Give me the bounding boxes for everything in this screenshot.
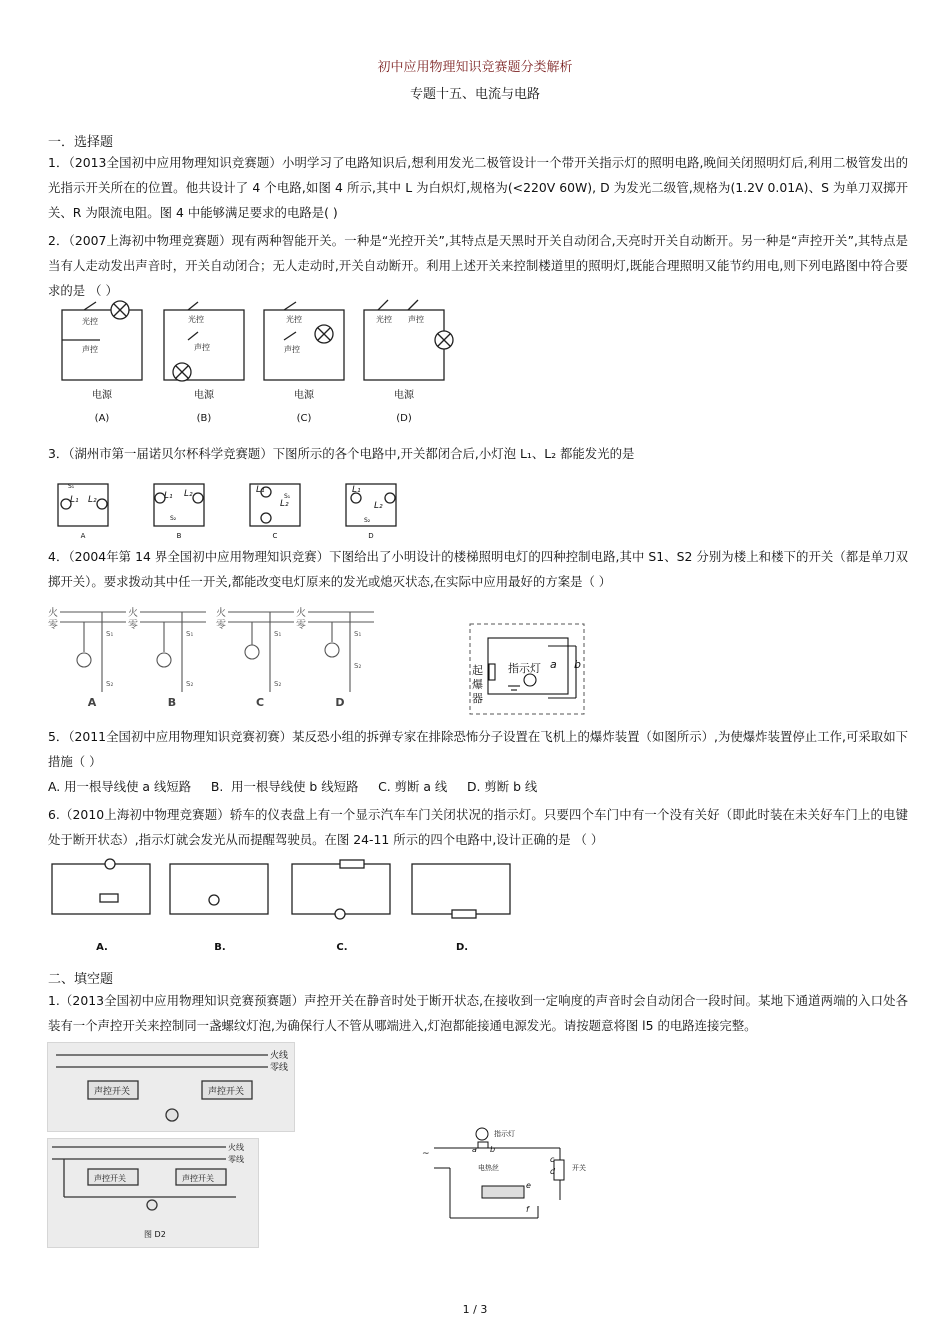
q4-d-fire: 火 [296,608,306,619]
figure-indicator-heater [420,1122,610,1224]
q3-b-s2: S₂ [170,515,177,522]
q3-label-a: A [80,532,86,540]
q3-d-l2: L₂ [374,501,383,511]
q3-a-l2: L₂ [88,495,97,505]
q3-d-s2: S₂ [364,517,371,524]
page-subtitle: 专题十五、电流与电路 [409,87,540,102]
q3-b-l1: L₁ [164,491,173,501]
q2-a-sound: 声控 [82,345,98,354]
q4-c-s1: S₁ [274,630,282,638]
q4-d-s2: S₂ [354,662,362,670]
page-title: 初中应用物理知识竞赛题分类解析 [377,60,573,75]
fill-scan1-fire: 火线 [270,1051,289,1061]
q3-c-s1: S₁ [284,493,291,500]
page-number: 1 / 3 [462,1303,488,1316]
q2-c-light: 光控 [286,315,302,324]
q3-label-d: D [368,532,374,540]
section-choice-heading: 一．选择题 [48,135,114,150]
q4-a-s2: S₂ [106,680,114,688]
q2-d-light: 光控 [376,315,392,324]
q4-a-fire: 火 [48,608,58,619]
q3-label-c: C [272,532,278,540]
q4-label-c: C [255,696,265,709]
node-d: d [550,1167,556,1176]
q3-c-l1: L₁ [256,485,265,495]
q2-a-light: 光控 [82,317,98,326]
fill-scan2-switch-left: 声控开关 [94,1174,126,1183]
question-6: 6.（2010上海初中物理竞赛题）轿车的仪表盘上有一个显示汽车车门关闭状况的指示灯。只要四个车门中有一个没有关好（即此时装在未关好车门上的电键处于断开状态）,指示灯就会发光从而提醒驾驶员。在图 24-11 所示的四个电路中,设计正确的是 （ ） [48,807,908,847]
section-fill-heading: 二、填空题 [48,972,114,987]
q5-wire-a: a [550,658,557,671]
fill-question-1: 1.（2013全国初中应用物理知识竞赛预赛题）声控开关在静音时处于断开状态,在接收到一定响度的声音时会自动闭合一段时间。某地下通道两端的入口处各装有一个声控开关来控制同一盏螺纹灯泡,为确保行人不管从哪端进入,灯泡都能接通电源发光。请按题意将图 l5 的电路连接完整。 [48,993,908,1033]
q4-a-s1: S₁ [106,630,114,638]
q3-label-b: B [176,532,182,540]
switch-label: 开关 [572,1164,586,1172]
q3-a-l1: L₁ [70,495,79,505]
fill-scan1-zero: 零线 [270,1063,289,1073]
figure-q6-circuits [48,854,518,958]
q2-b-sound: 声控 [194,343,210,352]
question-5-options: A. 用一根导线使 a 线短路 B. 用一根导线使 b 线短路 C. 剪断 a 线 D. 剪断 b 线 [48,779,538,794]
q4-label-a: A [87,696,97,709]
node-a: a [472,1145,477,1154]
q2-d-sound: 声控 [408,315,424,324]
q4-c-s2: S₂ [274,680,282,688]
q5-detonator-3: 器 [472,692,483,705]
q2-b-power: 电源 [194,390,214,401]
figure-q2-circuits [48,296,468,431]
q5-detonator-2: 爆 [472,678,483,691]
fill-scan2-fire: 火线 [228,1143,244,1152]
q2-c-power: 电源 [294,390,314,401]
q4-label-d: D [335,696,345,709]
question-3: 3．（湖州市第一届诺贝尔杯科学竞赛题）下图所示的各个电路中,开关都闭合后,小灯泡 L₁、L₂ 都能发光的是 [48,446,635,461]
figure-fill-scan-2 [47,1138,259,1248]
figure-q4-circuits [48,602,383,710]
q6-label-a: A. [96,942,108,953]
fill-scan1-switch-left: 声控开关 [94,1087,131,1097]
fill-scan1-switch-right: 声控开关 [208,1087,245,1097]
q5-detonator-1: 起 [472,664,483,677]
heater-label: 电热丝 [478,1164,499,1172]
q3-c-l2: L₂ [280,499,289,509]
node-e: e [526,1181,531,1190]
question-4: 4．（2004年第 14 界全国初中应用物理知识竞赛）下图给出了小明设计的楼梯照明电灯的四种控制电路,其中 S1、S2 分别为楼上和楼下的开关（都是单刀双掷开关）。要求拨动其中任一开关,都能改变电灯原来的发光或熄灭状态,在实际中应用最好的方案是（ ） [48,549,908,589]
q2-label-d: (D) [396,413,412,424]
node-c: c [550,1155,555,1164]
q2-b-light: 光控 [188,315,204,324]
q4-b-zero: 零 [128,620,138,631]
fill-scan2-caption: 图 D2 [144,1230,166,1239]
indicator-label: 指示灯 [494,1130,515,1138]
q6-label-d: D. [455,942,469,953]
q4-c-fire: 火 [216,608,226,619]
q4-label-b: B [167,696,177,709]
q3-b-l2: L₂ [184,489,193,499]
q2-c-sound: 声控 [284,345,300,354]
q6-label-c: C. [336,942,348,953]
node-f: f [526,1205,529,1214]
indicator-ac-symbol: ~ [422,1149,430,1159]
q2-d-power: 电源 [394,390,414,401]
q2-label-c: (C) [296,413,312,424]
node-b: b [490,1145,496,1154]
fill-scan2-zero: 零线 [228,1155,244,1164]
q3-a-s1: S₁ [68,483,75,490]
fill-scan2-switch-right: 声控开关 [182,1174,214,1183]
q5-wire-b: b [574,658,581,671]
q2-a-power: 电源 [92,390,112,401]
figure-q3-circuits [52,476,412,542]
q3-d-l1: L₁ [352,485,361,495]
question-2: 2．（2007上海初中物理竞赛题）现有两种智能开关。一种是“光控开关”,其特点是天黑时开关自动闭合,天亮时开关自动断开。另一种是“声控开关”,其特点是当有人走动发出声音时，开关自动闭合；无人走动时,开关自动断开。利用上述开关来控制楼道里的照明灯,既能合理照明又能节约用电,则下列电路图中符合要求的是 （ ） [48,233,908,298]
q4-d-zero: 零 [296,620,306,631]
question-5: 5．（2011全国初中应用物理知识竞赛初赛）某反恐小组的拆弹专家在排除恐怖分子设置在飞机上的爆炸装置（如图所示）,为使爆炸装置停止工作,可采取如下措施（ ） [48,729,908,769]
q2-label-b: (B) [196,413,212,424]
q4-b-s2: S₂ [186,680,194,688]
q4-a-zero: 零 [48,620,58,631]
q4-d-s1: S₁ [354,630,362,638]
q4-b-fire: 火 [128,608,138,619]
q2-label-a: (A) [94,413,110,424]
figure-q5-detonator [468,622,588,718]
question-1: 1．（2013全国初中应用物理知识竞赛题）小明学习了电路知识后,想利用发光二极管设计一个带开关指示灯的照明电路,晚间关闭照明灯后,利用二极管发出的光指示开关所在的位置。他共设计了 4 个电路,如图 4 所示,其中 L 为白炽灯,规格为(<220V 60W), D 为发光二级管,规格为(1.2V 0.01A)、S 为单刀双掷开关、R 为限流电阻。图 4 中能够满足要求的电路是( ) [48,155,908,220]
q4-b-s1: S₁ [186,630,194,638]
q5-indicator: 指示灯 [508,662,541,675]
q6-label-b: B. [214,942,226,953]
figure-fill-scan-1 [47,1042,295,1132]
q4-c-zero: 零 [216,620,226,631]
